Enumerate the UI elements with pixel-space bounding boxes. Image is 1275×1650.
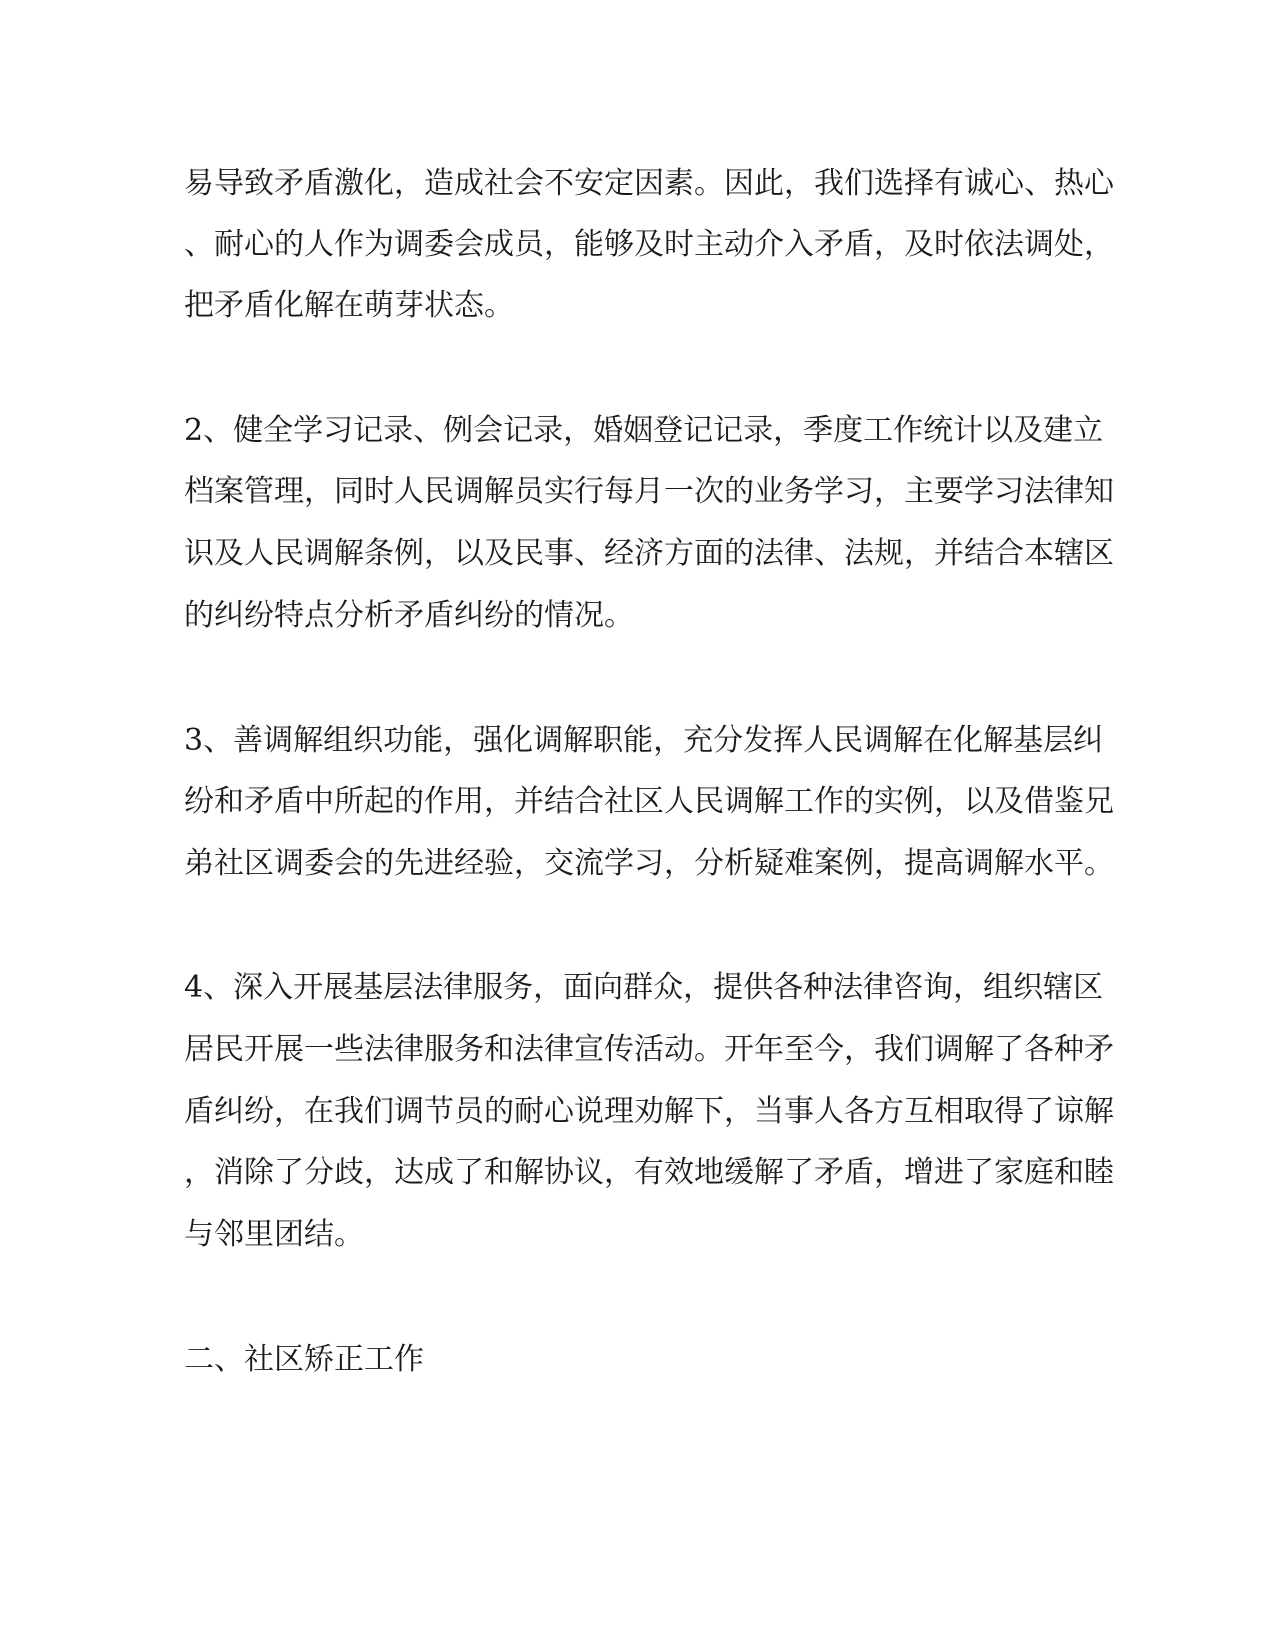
text-line: 纷和矛盾中所起的作用，并结合社区人民调解工作的实例，以及借鉴兄	[184, 784, 1114, 819]
text-line: 档案管理，同时人民调解员实行每月一次的业务学习，主要学习法律知	[184, 474, 1114, 509]
text-line: 3、善调解组织功能，强化调解职能，充分发挥人民调解在化解基层纠	[184, 723, 1104, 758]
text-line: ，消除了分歧，达成了和解协议，有效地缓解了矛盾，增进了家庭和睦	[184, 1155, 1114, 1190]
text-line: 2、健全学习记录、例会记录，婚姻登记记录，季度工作统计以及建立	[184, 413, 1104, 448]
text-line: 、耐心的人作为调委会成员，能够及时主动介入矛盾，及时依法调处，	[184, 227, 1114, 262]
text-line: 4、深入开展基层法律服务，面向群众，提供各种法律咨询，组织辖区	[184, 970, 1104, 1005]
text-line: 居民开展一些法律服务和法律宣传活动。开年至今，我们调解了各种矛	[184, 1032, 1114, 1067]
text-line: 的纠纷特点分析矛盾纠纷的情况。	[184, 598, 634, 633]
text-line: 把矛盾化解在萌芽状态。	[184, 288, 514, 323]
text-line: 与邻里团结。	[184, 1217, 364, 1252]
text-line: 识及人民调解条例，以及民事、经济方面的法律、法规，并结合本辖区	[184, 536, 1114, 571]
text-line: 盾纠纷，在我们调节员的耐心说理劝解下，当事人各方互相取得了谅解	[184, 1094, 1114, 1129]
text-line: 易导致矛盾激化，造成社会不安定因素。因此，我们选择有诚心、热心	[184, 166, 1114, 201]
section-heading: 二、社区矫正工作	[184, 1342, 424, 1377]
text-line: 弟社区调委会的先进经验，交流学习，分析疑难案例，提高调解水平。	[184, 846, 1114, 881]
